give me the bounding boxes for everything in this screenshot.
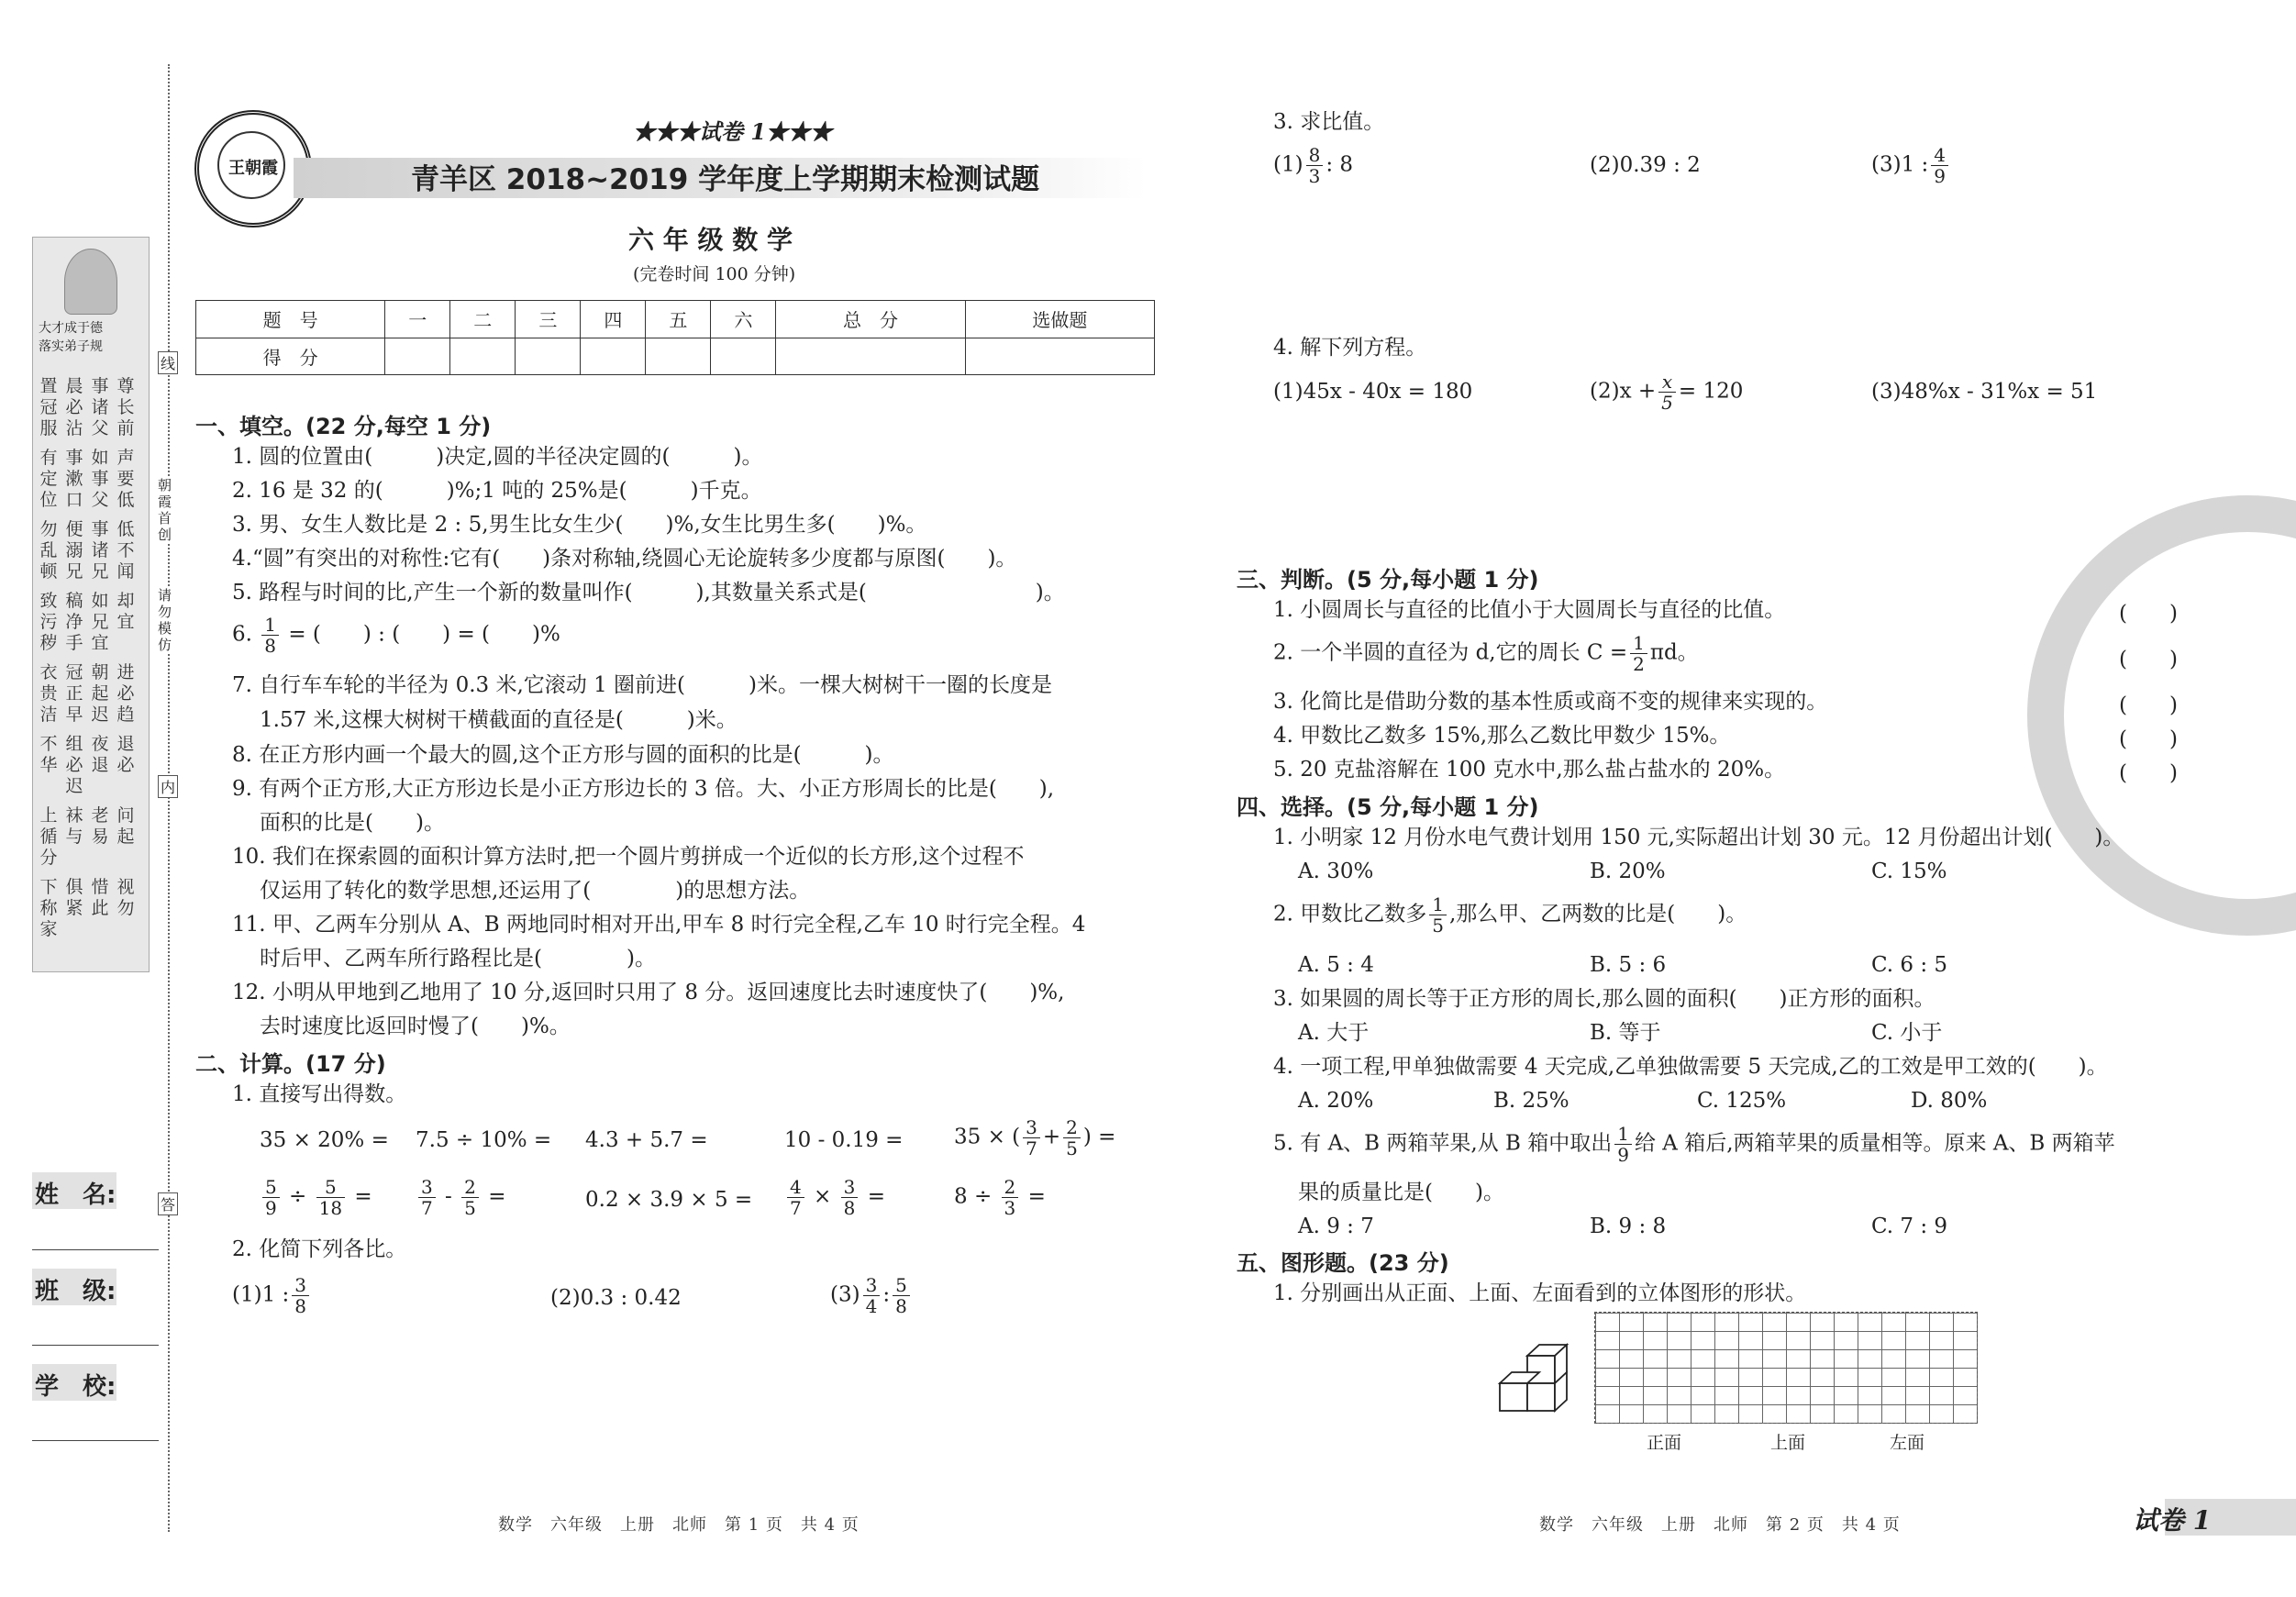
choice-option[interactable]: A. 9 : 7 [1298, 1214, 1374, 1238]
sideband-motto-1: 大才成于德 [39, 321, 103, 336]
question-1-7b: 1.57 米,这棵大树树干横截面的直径是( )米。 [260, 708, 738, 732]
question-1-12a: 12. 小明从甲地到乙地用了 10 分,返回时只用了 8 分。返回速度比去时速度快了( )%, [232, 981, 1065, 1004]
score-header-cell: 题 号 [196, 301, 385, 338]
question-1-4: 4.“圆”有突出的对称性:它有( )条对称轴,绕圆心无论旋转多少度都与原图( )。 [232, 547, 1017, 571]
sideband-verse-column: 问起 [116, 805, 135, 847]
school-label: 学 校: [35, 1373, 116, 1401]
sideband-verse-column: 不华 [39, 734, 58, 775]
sideband-verse-column: 老易 [91, 805, 109, 847]
sideband-motto-2: 落实弟子规 [39, 339, 103, 354]
page-title: 青羊区 2018~2019 学年度上学期期末检测试题 [411, 163, 1040, 196]
page-footer-left: 数学 六年级 上册 北师 第 1 页 共 4 页 [498, 1515, 860, 1535]
score-header-cell: 三 [516, 301, 581, 338]
calc-item: 8 ÷ $\frac{2}{3}$ = [954, 1176, 1046, 1219]
answer-blank[interactable]: ( ) [2119, 602, 2178, 626]
choice-option[interactable]: B. 20% [1590, 859, 1666, 883]
margin-label-answer: 答 [158, 1192, 178, 1215]
time-note: (完卷时间 100 分钟) [633, 264, 796, 284]
score-header-cell: 一 [385, 301, 450, 338]
cube-figure [1486, 1339, 1587, 1431]
sideband-verse-column: 下称家 [39, 877, 58, 939]
sideband-verse-column: 俱紧 [65, 877, 83, 918]
sideband-verse-column: 袜与 [65, 805, 83, 847]
sideband-verse-column: 尊长前 [116, 376, 135, 438]
calc-item: 10 - 0.19 = [784, 1128, 904, 1152]
score-header-cell: 五 [646, 301, 711, 338]
fold-line [168, 64, 170, 1532]
choice-option[interactable]: B. 5 : 6 [1590, 953, 1667, 977]
fraction: $\frac{1}{8}$ [261, 615, 279, 656]
margin-label-inner: 内 [158, 775, 178, 798]
sideband-verse-column: 稿净手 [65, 591, 83, 653]
sideband-verse-column: 上循分 [39, 805, 58, 868]
answer-blank[interactable]: ( ) [2119, 648, 2178, 671]
choice-option[interactable]: A. 大于 [1298, 1021, 1370, 1045]
view-label-top: 上面 [1770, 1433, 1806, 1453]
question-1-3: 3. 男、女生人数比是 2 : 5,男生比女生少( )%,女生比男生多( )%。 [232, 513, 927, 537]
calc-instruction-2: 2. 化简下列各比。 [232, 1237, 407, 1261]
score-input-cell[interactable] [450, 338, 516, 375]
choice-question-4: 4. 一项工程,甲单独做需要 4 天完成,乙单独做需要 5 天完成,乙的工效是甲工效的( )。 [1273, 1055, 2108, 1079]
ratio-item-2: (2)0.39 : 2 [1590, 153, 1701, 177]
choice-option[interactable]: B. 等于 [1590, 1021, 1661, 1045]
choice-option[interactable]: B. 25% [1493, 1089, 1569, 1113]
sideband-verse-column: 如事父 [91, 448, 109, 510]
judge-item-3: 3. 化简比是借助分数的基本性质或商不变的规律来实现的。 [1273, 690, 1828, 714]
score-header-cell: 选做题 [965, 301, 1154, 338]
score-input-cell[interactable] [646, 338, 711, 375]
score-header-cell: 六 [711, 301, 776, 338]
score-header-cell: 二 [450, 301, 516, 338]
answer-blank[interactable]: ( ) [2119, 761, 2178, 785]
sideband-verse-column: 却宜 [116, 591, 135, 632]
drawing-grid[interactable] [1594, 1312, 1978, 1424]
question-1-10a: 10. 我们在探索圆的面积计算方法时,把一个圆片剪拼成一个近似的长方形,这个过程不 [232, 845, 1025, 869]
question-1-1: 1. 圆的位置由( )决定,圆的半径决定圆的( )。 [232, 445, 763, 469]
question-1-8: 8. 在正方形内画一个最大的圆,这个正方形与圆的面积的比是( )。 [232, 743, 894, 767]
sideband-verse-column: 晨必沾 [65, 376, 83, 438]
sideband-verse-column: 勿乱顿 [39, 519, 58, 582]
answer-blank[interactable]: ( ) [2119, 693, 2178, 717]
school-field[interactable] [32, 1440, 159, 1441]
ratio-item-3: (3)1 : $\frac{4}{9}$ [1871, 145, 1951, 186]
calc-item: 35 × ( $\frac{3}{7}$ + $\frac{2}{5}$ ) = [954, 1116, 1116, 1159]
sideband-verse-column: 有定位 [39, 448, 58, 510]
margin-label-copy: 请勿模仿 [158, 587, 176, 653]
section4-heading: 四、选择。(5 分,每小题 1 分) [1237, 794, 1539, 820]
question-1-6: 6. $\frac{1}{8}$ = ( ) : ( ) = ( )% [232, 614, 560, 657]
margin-label-brand: 朝霞首创 [158, 477, 176, 543]
simplify-item-1: (1)1 : $\frac{3}{8}$ [232, 1275, 312, 1316]
margin-label-line: 线 [158, 351, 178, 374]
choice-question-5: 5. 有 A、B 两箱苹果,从 B 箱中取出 $\frac{1}{9}$ 给 A 箱后,两箱苹果的质量相等。原来 A、B 两箱苹 [1273, 1123, 2115, 1166]
sideband-verse-column: 声要低 [116, 448, 135, 510]
sideband-verse-column: 置冠服 [39, 376, 58, 438]
name-label: 姓 名: [35, 1181, 116, 1209]
view-label-front: 正面 [1647, 1433, 1682, 1453]
choice-option[interactable]: C. 小于 [1871, 1021, 1943, 1045]
score-header-cell: 四 [581, 301, 646, 338]
score-input-cell[interactable] [965, 338, 1154, 375]
question-1-11b: 时后甲、乙两车所行路程比是( )。 [260, 947, 656, 970]
calc-item: 4.3 + 5.7 = [585, 1128, 708, 1152]
judge-item-1: 1. 小圆周长与直径的比值小于大圆周长与直径的比值。 [1273, 598, 1786, 622]
choice-question-3: 3. 如果圆的周长等于正方形的周长,那么圆的面积( )正方形的面积。 [1273, 987, 1936, 1011]
calc-instruction-1: 1. 直接写出得数。 [232, 1082, 407, 1106]
judge-item-4: 4. 甲数比乙数多 15%,那么乙数比甲数少 15%。 [1273, 724, 1731, 748]
calc-item: $\frac{5}{9}$ ÷ $\frac{5}{18}$ = [260, 1177, 372, 1218]
judge-item-2: 2. 一个半圆的直径为 d,它的周长 C = $\frac{1}{2}$ πd。 [1273, 632, 1699, 675]
choice-option[interactable]: C. 125% [1697, 1089, 1787, 1113]
choice-question-5-cont: 果的质量比是( )。 [1298, 1181, 1504, 1204]
sideband-verse-column: 事诸兄 [91, 519, 109, 582]
view-label-left: 左面 [1890, 1433, 1925, 1453]
sideband-verse-column: 朝起迟 [91, 662, 109, 725]
ratio-item-1: (1) $\frac{8}{3}$ : 8 [1273, 144, 1354, 187]
score-input-cell[interactable] [385, 338, 450, 375]
score-header-cell: 总 分 [776, 301, 965, 338]
question-1-9b: 面积的比是( )。 [260, 811, 445, 835]
sideband-verse-column: 冠正早 [65, 662, 83, 725]
calc-item: 7.5 ÷ 10% = [416, 1128, 552, 1152]
score-input-cell[interactable] [711, 338, 776, 375]
sideband-verse-column: 退必 [116, 734, 135, 775]
calc-item: $\frac{4}{7}$ × $\frac{3}{8}$ = [784, 1177, 885, 1218]
score-input-cell[interactable] [516, 338, 581, 375]
question-1-2: 2. 16 是 32 的( )%;1 吨的 25%是( )千克。 [232, 479, 762, 503]
choice-option[interactable]: C. 15% [1871, 859, 1947, 883]
sideband-verse-column: 惜此 [91, 877, 109, 918]
question-1-11a: 11. 甲、乙两车分别从 A、B 两地同时相对开出,甲车 8 时行完全程,乙车 10 时行完全程。4 [232, 913, 1086, 937]
choice-option[interactable]: A. 20% [1298, 1089, 1374, 1113]
choice-question-1: 1. 小明家 12 月份水电气费计划用 150 元,实际超出计划 30 元。12 月份超出计划( )。 [1273, 826, 2124, 849]
section3-heading: 三、判断。(5 分,每小题 1 分) [1237, 567, 1539, 593]
sideband-verse-column: 低不闻 [116, 519, 135, 582]
equation-item-2: (2)x + $\frac{x}{5}$ = 120 [1590, 371, 1744, 414]
sideband-verse-column: 进必趋 [116, 662, 135, 725]
subject-title: 六 年 级 数 学 [628, 225, 793, 255]
page-footer-right: 数学 六年级 上册 北师 第 2 页 共 4 页 [1539, 1515, 1901, 1535]
section1-heading: 一、填空。(22 分,每空 1 分) [195, 414, 492, 439]
score-row-label: 得 分 [196, 338, 385, 375]
equation-instruction: 4. 解下列方程。 [1273, 336, 1427, 360]
exam-badge: ★★★试卷 1★★★ [633, 118, 833, 145]
choice-option[interactable]: D. 80% [1911, 1089, 1988, 1113]
logo-text: 王朝霞 [228, 159, 278, 178]
sideband-verse-column: 衣贵洁 [39, 662, 58, 725]
score-table [195, 300, 1155, 375]
choice-option[interactable]: C. 6 : 5 [1871, 953, 1948, 977]
question-1-12b: 去时速度比返回时慢了( )%。 [260, 1015, 571, 1038]
choice-question-2: 2. 甲数比乙数多 $\frac{1}{5}$ ,那么甲、乙两数的比是( )。 [1273, 893, 1747, 937]
equation-item-3: (3)48%x - 31%x = 51 [1871, 380, 2098, 404]
simplify-item-2: (2)0.3 : 0.42 [550, 1286, 682, 1310]
question-1-10b: 仅运用了转化的数学思想,还运用了( )的思想方法。 [260, 879, 811, 903]
judge-item-5: 5. 20 克盐溶解在 100 克水中,那么盐占盐水的 20%。 [1273, 758, 1786, 782]
sideband-verse-column: 致污秽 [39, 591, 58, 653]
section2-heading: 二、计算。(17 分) [195, 1051, 386, 1077]
calc-item: 0.2 × 3.9 × 5 = [585, 1188, 753, 1212]
sideband-verse-column: 组必迟 [65, 734, 83, 796]
choice-option[interactable]: B. 9 : 8 [1590, 1214, 1667, 1238]
name-field[interactable] [32, 1249, 159, 1250]
question-1-9a: 9. 有两个正方形,大正方形边长是小正方形边长的 3 倍。大、小正方形周长的比是( ), [232, 777, 1055, 801]
sideband-verse-column: 如兄宜 [91, 591, 109, 653]
simplify-item-3: (3) $\frac{3}{4}$ : $\frac{5}{8}$ [830, 1275, 913, 1316]
sideband-verse-column: 夜退 [91, 734, 109, 775]
calc-item: 35 × 20% = [260, 1128, 389, 1152]
calc-item: $\frac{3}{7}$ - $\frac{2}{5}$ = [416, 1177, 505, 1218]
footer-tag: 试卷 1 [2133, 1505, 2212, 1536]
sideband-verse-column: 视勿 [116, 877, 135, 918]
section5-heading: 五、图形题。(23 分) [1237, 1250, 1449, 1276]
scholar-illustration [64, 249, 117, 315]
choice-option[interactable]: C. 7 : 9 [1871, 1214, 1948, 1238]
score-input-cell[interactable] [581, 338, 646, 375]
question-1-5: 5. 路程与时间的比,产生一个新的数量叫作( ),其数量关系式是( )。 [232, 581, 1065, 604]
figure-question-1: 1. 分别画出从正面、上面、左面看到的立体图形的形状。 [1273, 1281, 1807, 1305]
sideband-verse-column: 事漱口 [65, 448, 83, 510]
answer-blank[interactable]: ( ) [2119, 727, 2178, 751]
choice-option[interactable]: A. 5 : 4 [1298, 953, 1374, 977]
choice-option[interactable]: A. 30% [1298, 859, 1374, 883]
equation-item-1: (1)45x - 40x = 180 [1273, 380, 1473, 404]
question-1-7a: 7. 自行车车轮的半径为 0.3 米,它滚动 1 圈前进( )米。一棵大树树干一圈的长度是 [232, 673, 1052, 697]
class-field[interactable] [32, 1345, 159, 1346]
ratio-instruction: 3. 求比值。 [1273, 110, 1385, 134]
score-input-cell[interactable] [776, 338, 965, 375]
class-label: 班 级: [35, 1278, 116, 1305]
sideband-verse-column: 便溺兄 [65, 519, 83, 582]
sideband-verse-column: 事诸父 [91, 376, 109, 438]
